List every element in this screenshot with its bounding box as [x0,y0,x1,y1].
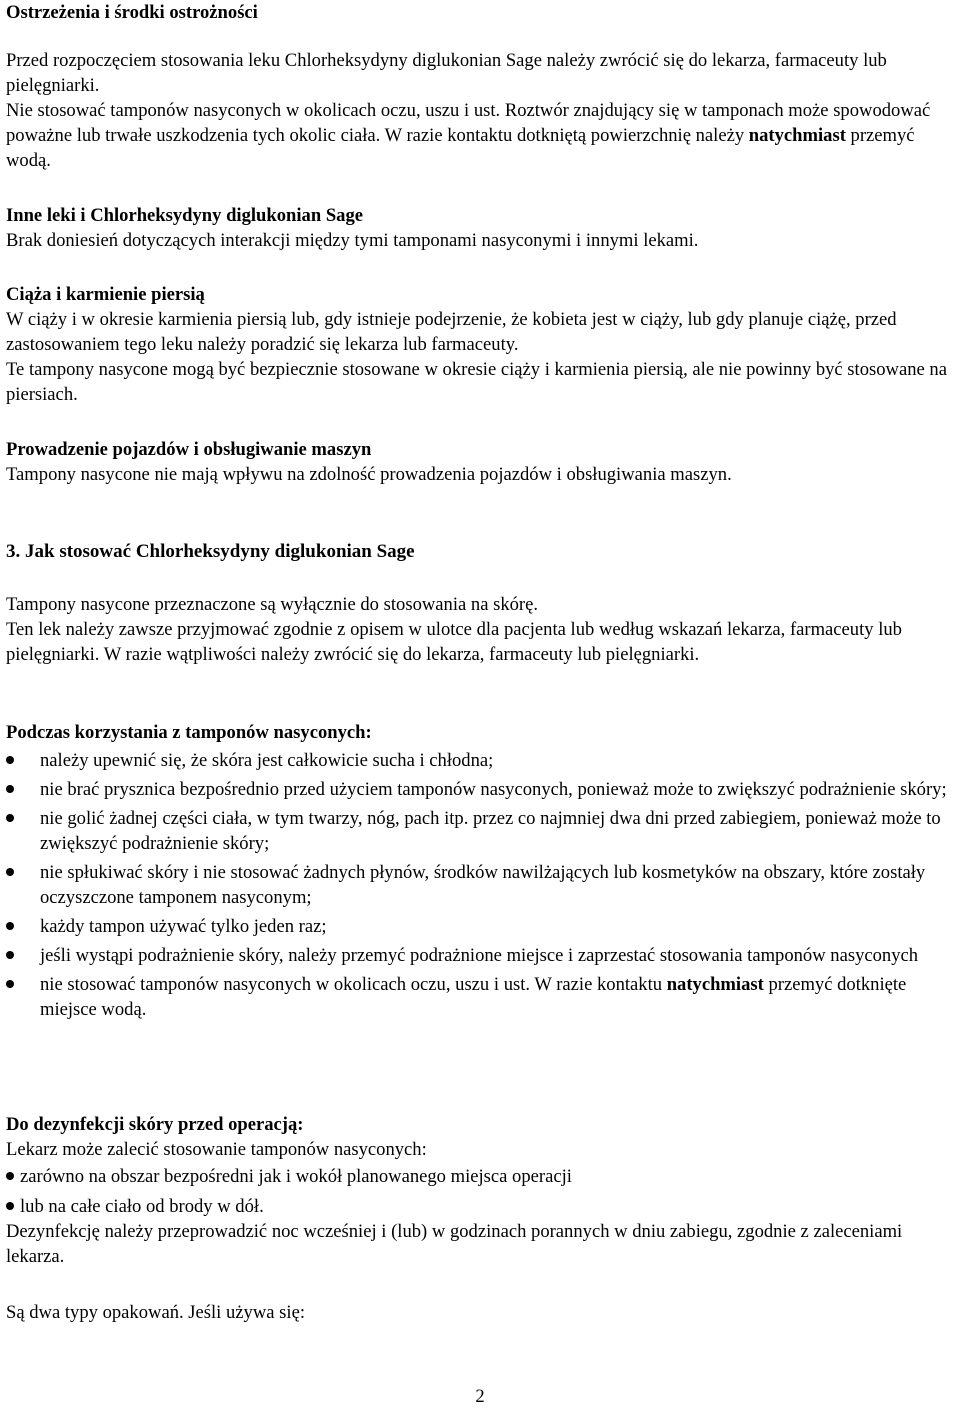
disinfection-section [6,1112,958,1269]
section-3-heading: 3. Jak stosować Chlorheksydyny diglukonian Sage [6,541,415,562]
list-item: każdy tampon używać tylko jeden raz; [6,914,958,939]
driving-heading: Prowadzenie pojazdów i obsługiwanie maszyn [6,439,372,460]
usage-paragraph-1: Tampony nasycone przeznaczone są wyłącznie do stosowania na skórę. [6,594,539,615]
driving-text: Tampony nasycone nie mają wpływu na zdolność prowadzenia pojazdów i obsługiwania maszyn. [6,464,732,485]
list-item: zarówno na obszar bezpośredni jak i wokół planowanego miejsca operacji [6,1164,958,1189]
pregnancy-paragraph-2: Te tampony nasycone mogą być bezpiecznie stosowane w okresie ciąży i karmienia piersią, ale nie powinny być stosowane na piersiach. [6,359,947,405]
warnings-paragraph-2: Nie stosować tamponów nasyconych w okolicach oczu, uszu i ust. Roztwór znajdujący się w tamponach może spowodować poważne lub trwałe uszkodzenia tych okolic ciała. W razie kontaktu dotkniętą powierzchnię należy natychmiast przemyć wodą. [6,100,931,171]
page-number: 2 [475,1386,485,1407]
packaging-intro: Są dwa typy opakowań. Jeśli używa się: [6,1302,305,1323]
list-item: nie stosować tamponów nasyconych w okolicach oczu, uszu i ust. W razie kontaktu natychmiast przemyć dotknięte miejsce wodą. [6,972,958,1022]
other-drugs-heading: Inne leki i Chlorheksydyny diglukonian Sage [6,205,364,226]
warnings-paragraph-1: Przed rozpoczęciem stosowania leku Chlorheksydyny diglukonian Sage należy zwrócić się do lekarza, farmaceuty lub pielęgniarki. [6,50,887,96]
list-item: jeśli wystąpi podrażnienie skóry, należy przemyć podrażnione miejsce i zaprzestać stosowania tamponów nasyconych [6,943,958,968]
usage-paragraph-2: Ten lek należy zawsze przyjmować zgodnie z opisem w ulotce dla pacjenta lub według wskazań lekarza, farmaceuty lub pielęgniarki. W razie wątpliwości należy zwrócić się do lekarza, farmaceuty lub pielęgniarki. [6,619,902,665]
list-item: nie spłukiwać skóry i nie stosować żadnych płynów, środków nawilżających lub kosmetyków na obszary, które zostały oczyszczone tamponem nasyconym; [6,860,958,910]
disinfection-intro: Lekarz może zalecić stosowanie tamponów nasyconych: [6,1139,427,1160]
during-use-heading: Podczas korzystania z tamponów nasyconych: [6,722,372,743]
usage-section [6,592,958,667]
other-drugs-text: Brak doniesień dotyczących interakcji między tymi tamponami nasyconymi i innymi lekami. [6,230,699,251]
warnings-heading: Ostrzeżenia i środki ostrożności [6,2,258,23]
list-item: nie brać prysznica bezpośrednio przed użyciem tamponów nasyconych, ponieważ może to zwiększyć podrażnienie skóry; [6,777,958,802]
driving-section [6,437,958,487]
other-drugs-section [6,203,958,253]
list-item: nie golić żadnej części ciała, w tym twarzy, nóg, pach itp. przez co najmniej dwa dni przed zabiegiem, ponieważ może to zwiększyć podrażnienie skóry; [6,806,958,856]
list-item: lub na całe ciało od brody w dół. [6,1194,958,1219]
pregnancy-paragraph-1: W ciąży i w okresie karmienia piersią lub, gdy istnieje podejrzenie, że kobieta jest w ciąży, lub gdy planuje ciążę, przed zastosowaniem tego leku należy poradzić się lekarza lub farmaceuty. [6,309,897,355]
during-use-list [6,748,958,1022]
list-item: należy upewnić się, że skóra jest całkowicie sucha i chłodna; [6,748,958,773]
pregnancy-heading: Ciąża i karmienie piersią [6,284,205,305]
disinfection-paragraph-2: Dezynfekcję należy przeprowadzić noc wcześniej i (lub) w godzinach porannych w dniu zabiegu, zgodnie z zaleceniami lekarza. [6,1221,903,1267]
disinfection-list [6,1164,958,1219]
disinfection-heading: Do dezynfekcji skóry przed operacją: [6,1114,304,1135]
pregnancy-section [6,282,958,407]
